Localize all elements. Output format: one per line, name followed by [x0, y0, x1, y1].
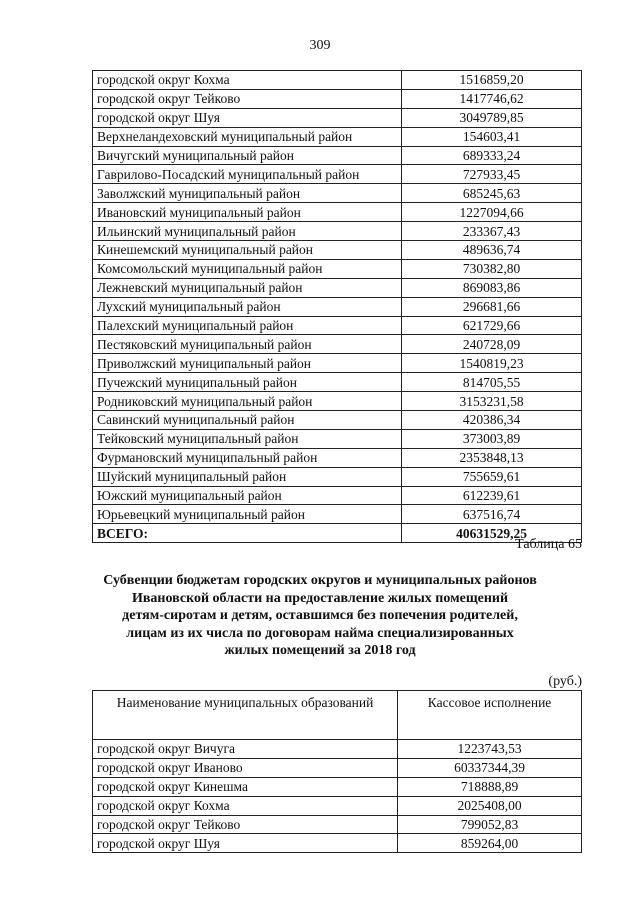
municipality-name: Лежневский муниципальный район: [93, 278, 402, 297]
table-row: [93, 146, 582, 165]
municipality-name: Юрьевецкий муниципальный район: [93, 505, 402, 524]
table-row: [93, 89, 582, 108]
table-header-row: [93, 691, 582, 740]
section-title-line: жилых помещений за 2018 год: [224, 643, 416, 658]
column-header-value: Кассовое исполнение: [398, 691, 582, 740]
amount-value: 1227094,66: [402, 203, 582, 222]
municipality-name: городской округ Кохма: [93, 71, 402, 90]
page-number: 309: [309, 38, 331, 53]
amount-value: 240728,09: [402, 335, 582, 354]
table-row: [93, 373, 582, 392]
section-title: [60, 572, 580, 660]
table-label: Таблица 65: [515, 537, 582, 552]
amount-value: 60337344,39: [398, 758, 582, 777]
table-row: [93, 316, 582, 335]
amount-value: 489636,74: [402, 241, 582, 260]
table-row: [93, 411, 582, 430]
table-row: [93, 354, 582, 373]
amount-value: 718888,89: [398, 777, 582, 796]
table-row: [93, 796, 582, 815]
table-row: [93, 259, 582, 278]
amount-value: 1417746,62: [402, 89, 582, 108]
table-row: [93, 448, 582, 467]
section-title-line: детям-сиротам и детям, оставшимся без попечения родителей,: [122, 608, 518, 623]
amount-value: 233367,43: [402, 222, 582, 241]
amount-value: 2025408,00: [398, 796, 582, 815]
municipality-name: Савинский муниципальный район: [93, 411, 402, 430]
table-row: [93, 335, 582, 354]
amount-value: 1223743,53: [398, 740, 582, 759]
amount-value: 373003,89: [402, 429, 582, 448]
municipality-name: городской округ Кохма: [93, 796, 398, 815]
table-row: [93, 297, 582, 316]
section-title-line: лицам из их числа по договорам найма специализированных: [126, 625, 514, 641]
municipality-name: Верхнеландеховский муниципальный район: [93, 127, 402, 146]
table-row: [93, 71, 582, 90]
amount-value: 40631529,25: [402, 524, 582, 543]
amount-value: 2353848,13: [402, 448, 582, 467]
table-row: [93, 108, 582, 127]
amount-value: 154603,41: [402, 127, 582, 146]
amount-value: 814705,55: [402, 373, 582, 392]
table-row: [93, 834, 582, 853]
amount-value: 799052,83: [398, 815, 582, 834]
table-row: [93, 203, 582, 222]
municipality-name: городской округ Вичуга: [93, 740, 398, 759]
table-row: [93, 184, 582, 203]
municipality-name: Пестяковский муниципальный район: [93, 335, 402, 354]
municipality-name: Приволжский муниципальный район: [93, 354, 402, 373]
amount-value: 727933,45: [402, 165, 582, 184]
section-title-line: Ивановской области на предоставление жилых помещений: [131, 590, 509, 606]
table-row: [93, 777, 582, 796]
total-row: [93, 524, 582, 543]
amount-value: 869083,86: [402, 278, 582, 297]
municipality-name: Родниковский муниципальный район: [93, 392, 402, 411]
unit-label: (руб.): [548, 674, 582, 689]
amount-value: 296681,66: [402, 297, 582, 316]
amount-value: 3049789,85: [402, 108, 582, 127]
table-row: [93, 429, 582, 448]
table-row: [93, 486, 582, 505]
municipality-name: Южский муниципальный район: [93, 486, 402, 505]
amount-value: 1516859,20: [402, 71, 582, 90]
municipality-name: городской округ Тейково: [93, 89, 402, 108]
orphan-housing-subsidy-table: [92, 690, 582, 853]
municipality-name: Заволжский муниципальный район: [93, 184, 402, 203]
municipality-name: городской округ Кинешма: [93, 777, 398, 796]
municipality-name: Тейковский муниципальный район: [93, 429, 402, 448]
table-row: [93, 758, 582, 777]
table-row: [93, 392, 582, 411]
municipality-name: Вичугский муниципальный район: [93, 146, 402, 165]
municipality-name: Фурмановский муниципальный район: [93, 448, 402, 467]
table-row: [93, 278, 582, 297]
amount-value: 637516,74: [402, 505, 582, 524]
municipality-name: Лухский муниципальный район: [93, 297, 402, 316]
municipality-name: Кинешемский муниципальный район: [93, 241, 402, 260]
municipality-name: Ильинский муниципальный район: [93, 222, 402, 241]
amount-value: 859264,00: [398, 834, 582, 853]
municipality-name: Гаврилово-Посадский муниципальный район: [93, 165, 402, 184]
municipality-name: городской округ Шуя: [93, 108, 402, 127]
amount-value: 621729,66: [402, 316, 582, 335]
table-row: [93, 222, 582, 241]
table-row: [93, 815, 582, 834]
table-row: [93, 127, 582, 146]
municipality-name: Палехский муниципальный район: [93, 316, 402, 335]
amount-value: 1540819,23: [402, 354, 582, 373]
municipality-name: Ивановский муниципальный район: [93, 203, 402, 222]
municipality-name: ВСЕГО:: [93, 524, 402, 543]
amount-value: 3153231,58: [402, 392, 582, 411]
table-row: [93, 241, 582, 260]
amount-value: 755659,61: [402, 467, 582, 486]
section-title-line: Субвенции бюджетам городских округов и муниципальных районов: [103, 573, 537, 588]
subsidy-table-continued: [92, 70, 582, 543]
municipality-name: Комсомольский муниципальный район: [93, 259, 402, 278]
amount-value: 685245,63: [402, 184, 582, 203]
municipality-name: городской округ Шуя: [93, 834, 398, 853]
column-header-name: Наименование муниципальных образований: [93, 691, 398, 740]
municipality-name: Шуйский муниципальный район: [93, 467, 402, 486]
amount-value: 730382,80: [402, 259, 582, 278]
amount-value: 612239,61: [402, 486, 582, 505]
amount-value: 689333,24: [402, 146, 582, 165]
municipality-name: Пучежский муниципальный район: [93, 373, 402, 392]
municipality-name: городской округ Иваново: [93, 758, 398, 777]
table-row: [93, 505, 582, 524]
table-row: [93, 740, 582, 759]
table-row: [93, 467, 582, 486]
table-row: [93, 165, 582, 184]
municipality-name: городской округ Тейково: [93, 815, 398, 834]
amount-value: 420386,34: [402, 411, 582, 430]
